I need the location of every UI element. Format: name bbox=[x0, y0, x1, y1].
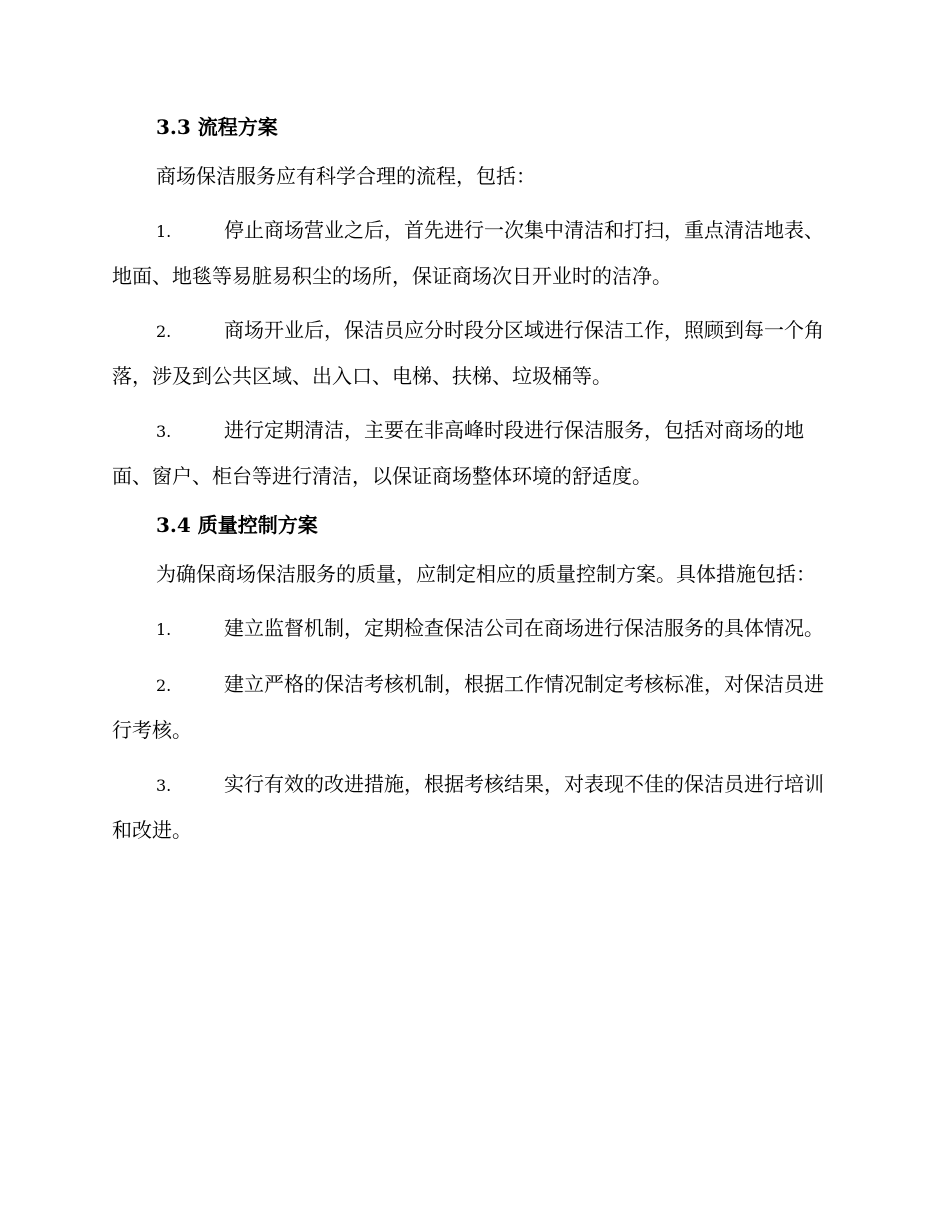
section-3-4-intro: 为确保商场保洁服务的质量，应制定相应的质量控制方案。具体措施包括： bbox=[156, 562, 816, 586]
list-item-text: 停止商场营业之后，首先进行一次集中清洁和打扫，重点清洁地表、地面、地毯等易脏易积尘的场所，保证商场次日开业时的洁净。 bbox=[112, 218, 824, 288]
section-3-3-heading: 3.3 流程方案 bbox=[156, 115, 278, 139]
section-3-3-item-3 bbox=[112, 408, 832, 498]
list-number: 2. bbox=[156, 676, 172, 695]
list-number: 3. bbox=[156, 422, 172, 441]
section-3-4-heading: 3.4 质量控制方案 bbox=[156, 513, 318, 537]
list-number: 1. bbox=[156, 222, 172, 241]
list-number: 3. bbox=[156, 776, 172, 795]
section-3-3-intro: 商场保洁服务应有科学合理的流程，包括： bbox=[156, 164, 536, 188]
section-3-4-item-2 bbox=[112, 662, 832, 752]
list-item-text: 建立监督机制，定期检查保洁公司在商场进行保洁服务的具体情况。 bbox=[224, 616, 824, 640]
section-3-3-item-1 bbox=[112, 208, 832, 298]
list-number: 1. bbox=[156, 620, 172, 639]
section-3-3-item-2 bbox=[112, 308, 832, 398]
list-number: 2. bbox=[156, 322, 172, 341]
section-3-4-item-3 bbox=[112, 762, 832, 852]
list-item-text: 实行有效的改进措施，根据考核结果，对表现不佳的保洁员进行培训和改进。 bbox=[112, 772, 824, 842]
list-item-text: 进行定期清洁，主要在非高峰时段进行保洁服务，包括对商场的地面、窗户、柜台等进行清洁，以保证商场整体环境的舒适度。 bbox=[112, 418, 804, 488]
document-body bbox=[112, 110, 832, 862]
list-item-text: 建立严格的保洁考核机制，根据工作情况制定考核标准，对保洁员进行考核。 bbox=[112, 672, 824, 742]
section-3-4-item-1 bbox=[112, 606, 832, 652]
list-item-text: 商场开业后，保洁员应分时段分区域进行保洁工作，照顾到每一个角落，涉及到公共区域、出入口、电梯、扶梯、垃圾桶等。 bbox=[112, 318, 824, 388]
